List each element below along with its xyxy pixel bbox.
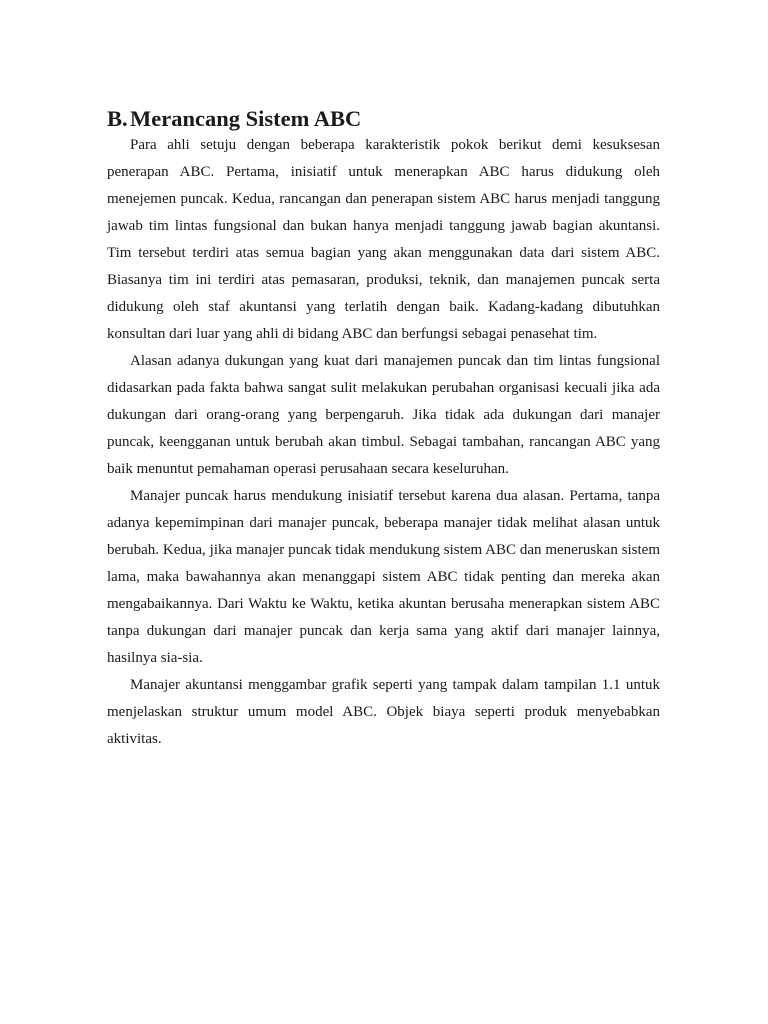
section-title: Merancang Sistem ABC [130,106,362,131]
paragraph-1: Para ahli setuju dengan beberapa karakteristik pokok berikut demi kesuksesan penerapan ABC. Pertama, inisiatif untuk menerapkan ABC harus didukung oleh menejemen puncak. Kedua, rancangan dan penerapan sistem ABC harus menjadi tanggung jawab tim lintas fungsional dan bukan hanya menjadi tanggung jawab bagian akuntansi. Tim tersebut terdiri atas semua bagian yang akan menggunakan data dari sistem ABC. Biasanya tim ini terdiri atas pemasaran, produksi, teknik, dan manajemen puncak serta didukung oleh staf akuntansi yang terlatih dengan baik. Kadang-kadang dibutuhkan konsultan dari luar yang ahli di bidang ABC dan berfungsi sebagai penasehat tim. [107,137,660,342]
page-content [107,108,660,753]
section-heading [107,108,660,130]
paragraph-2: Alasan adanya dukungan yang kuat dari manajemen puncak dan tim lintas fungsional didasarkan pada fakta bahwa sangat sulit melakukan perubahan organisasi kecuali jika ada dukungan dari orang-orang yang berpengaruh. Jika tidak ada dukungan dari manajer puncak, keengganan untuk berubah akan timbul. Sebagai tambahan, rancangan ABC yang baik menuntut pemahaman operasi perusahaan secara keseluruhan. [107,353,660,477]
paragraph-4: Manajer akuntansi menggambar grafik seperti yang tampak dalam tampilan 1.1 untuk menjelaskan struktur umum model ABC. Objek biaya seperti produk menyebabkan aktivitas. [107,677,660,747]
section-number: B. [107,106,128,131]
paragraph-3: Manajer puncak harus mendukung inisiatif tersebut karena dua alasan. Pertama, tanpa adanya kepemimpinan dari manajer puncak, beberapa manajer tidak melihat alasan untuk berubah. Kedua, jika manajer puncak tidak mendukung sistem ABC dan meneruskan sistem lama, maka bawahannya akan menanggapi sistem ABC tidak penting dan mereka akan mengabaikannya. Dari Waktu ke Waktu, ketika akuntan berusaha menerapkan sistem ABC tanpa dukungan dari manajer puncak dan kerja sama yang aktif dari manajer lainnya, hasilnya sia-sia. [107,488,660,666]
